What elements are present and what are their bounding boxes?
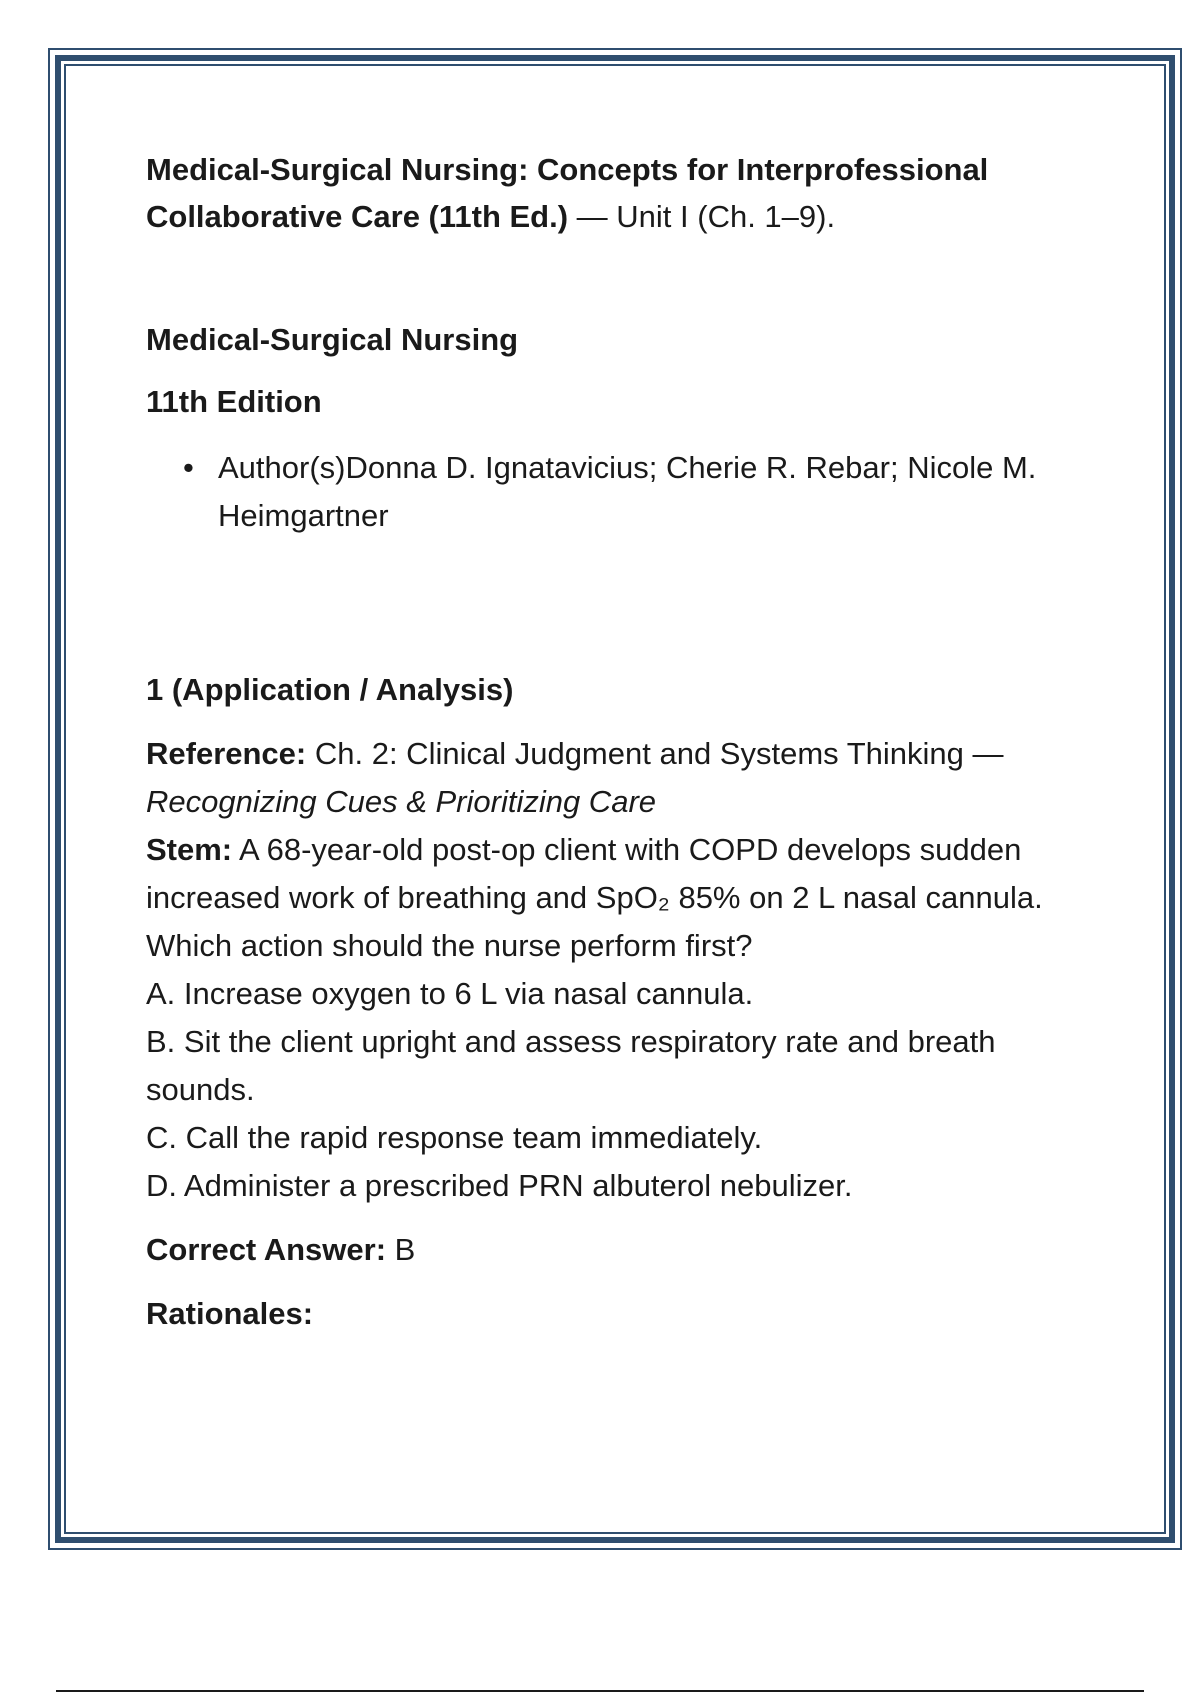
correct-answer: [146, 1226, 1096, 1274]
book-title: Medical-Surgical Nursing: [146, 322, 519, 357]
reference-label: Reference:: [146, 736, 307, 771]
question-stem: [146, 826, 1096, 970]
stem-text: A 68-year-old post-op client with COPD develops sudden increased work of breathing and SpO₂ 85% on 2 L nasal cannula. Which action should the nurse perform first?: [146, 832, 1043, 963]
rationales-heading: Rationales:: [146, 1296, 314, 1331]
author-item: [146, 444, 1096, 540]
bullet-icon: •: [183, 450, 194, 485]
book-edition: 11th Edition: [146, 384, 322, 419]
option-a: A. Increase oxygen to 6 L via nasal cannula.: [146, 976, 754, 1011]
author-text: Author(s)Donna D. Ignatavicius; Cherie R. Rebar; Nicole M. Heimgartner: [218, 450, 1037, 533]
reference-topic: Recognizing Cues & Prioritizing Care: [146, 784, 657, 819]
answer-label: Correct Answer:: [146, 1232, 387, 1267]
reference-text: Ch. 2: Clinical Judgment and Systems Thinking —: [306, 736, 1004, 771]
answer-value: B: [386, 1232, 416, 1267]
question-reference: [146, 730, 1096, 826]
option-b: B. Sit the client upright and assess respiratory rate and breath sounds.: [146, 1024, 996, 1107]
document-header: [146, 146, 1096, 240]
answer-options: [146, 970, 1096, 1210]
option-c: C. Call the rapid response team immediately.: [146, 1120, 763, 1155]
stem-label: Stem:: [146, 832, 233, 867]
header-unit: — Unit I (Ch. 1–9).: [568, 199, 836, 234]
author-list: [146, 444, 1096, 540]
question-number: 1 (Application / Analysis): [146, 672, 514, 707]
option-d: D. Administer a prescribed PRN albuterol nebulizer.: [146, 1168, 853, 1203]
header-title: Medical-Surgical Nursing: Concepts for Interprofessional Collaborative Care (11th Ed.): [146, 152, 989, 234]
document-content: [146, 146, 1096, 1338]
footer-divider: [56, 1690, 1144, 1692]
